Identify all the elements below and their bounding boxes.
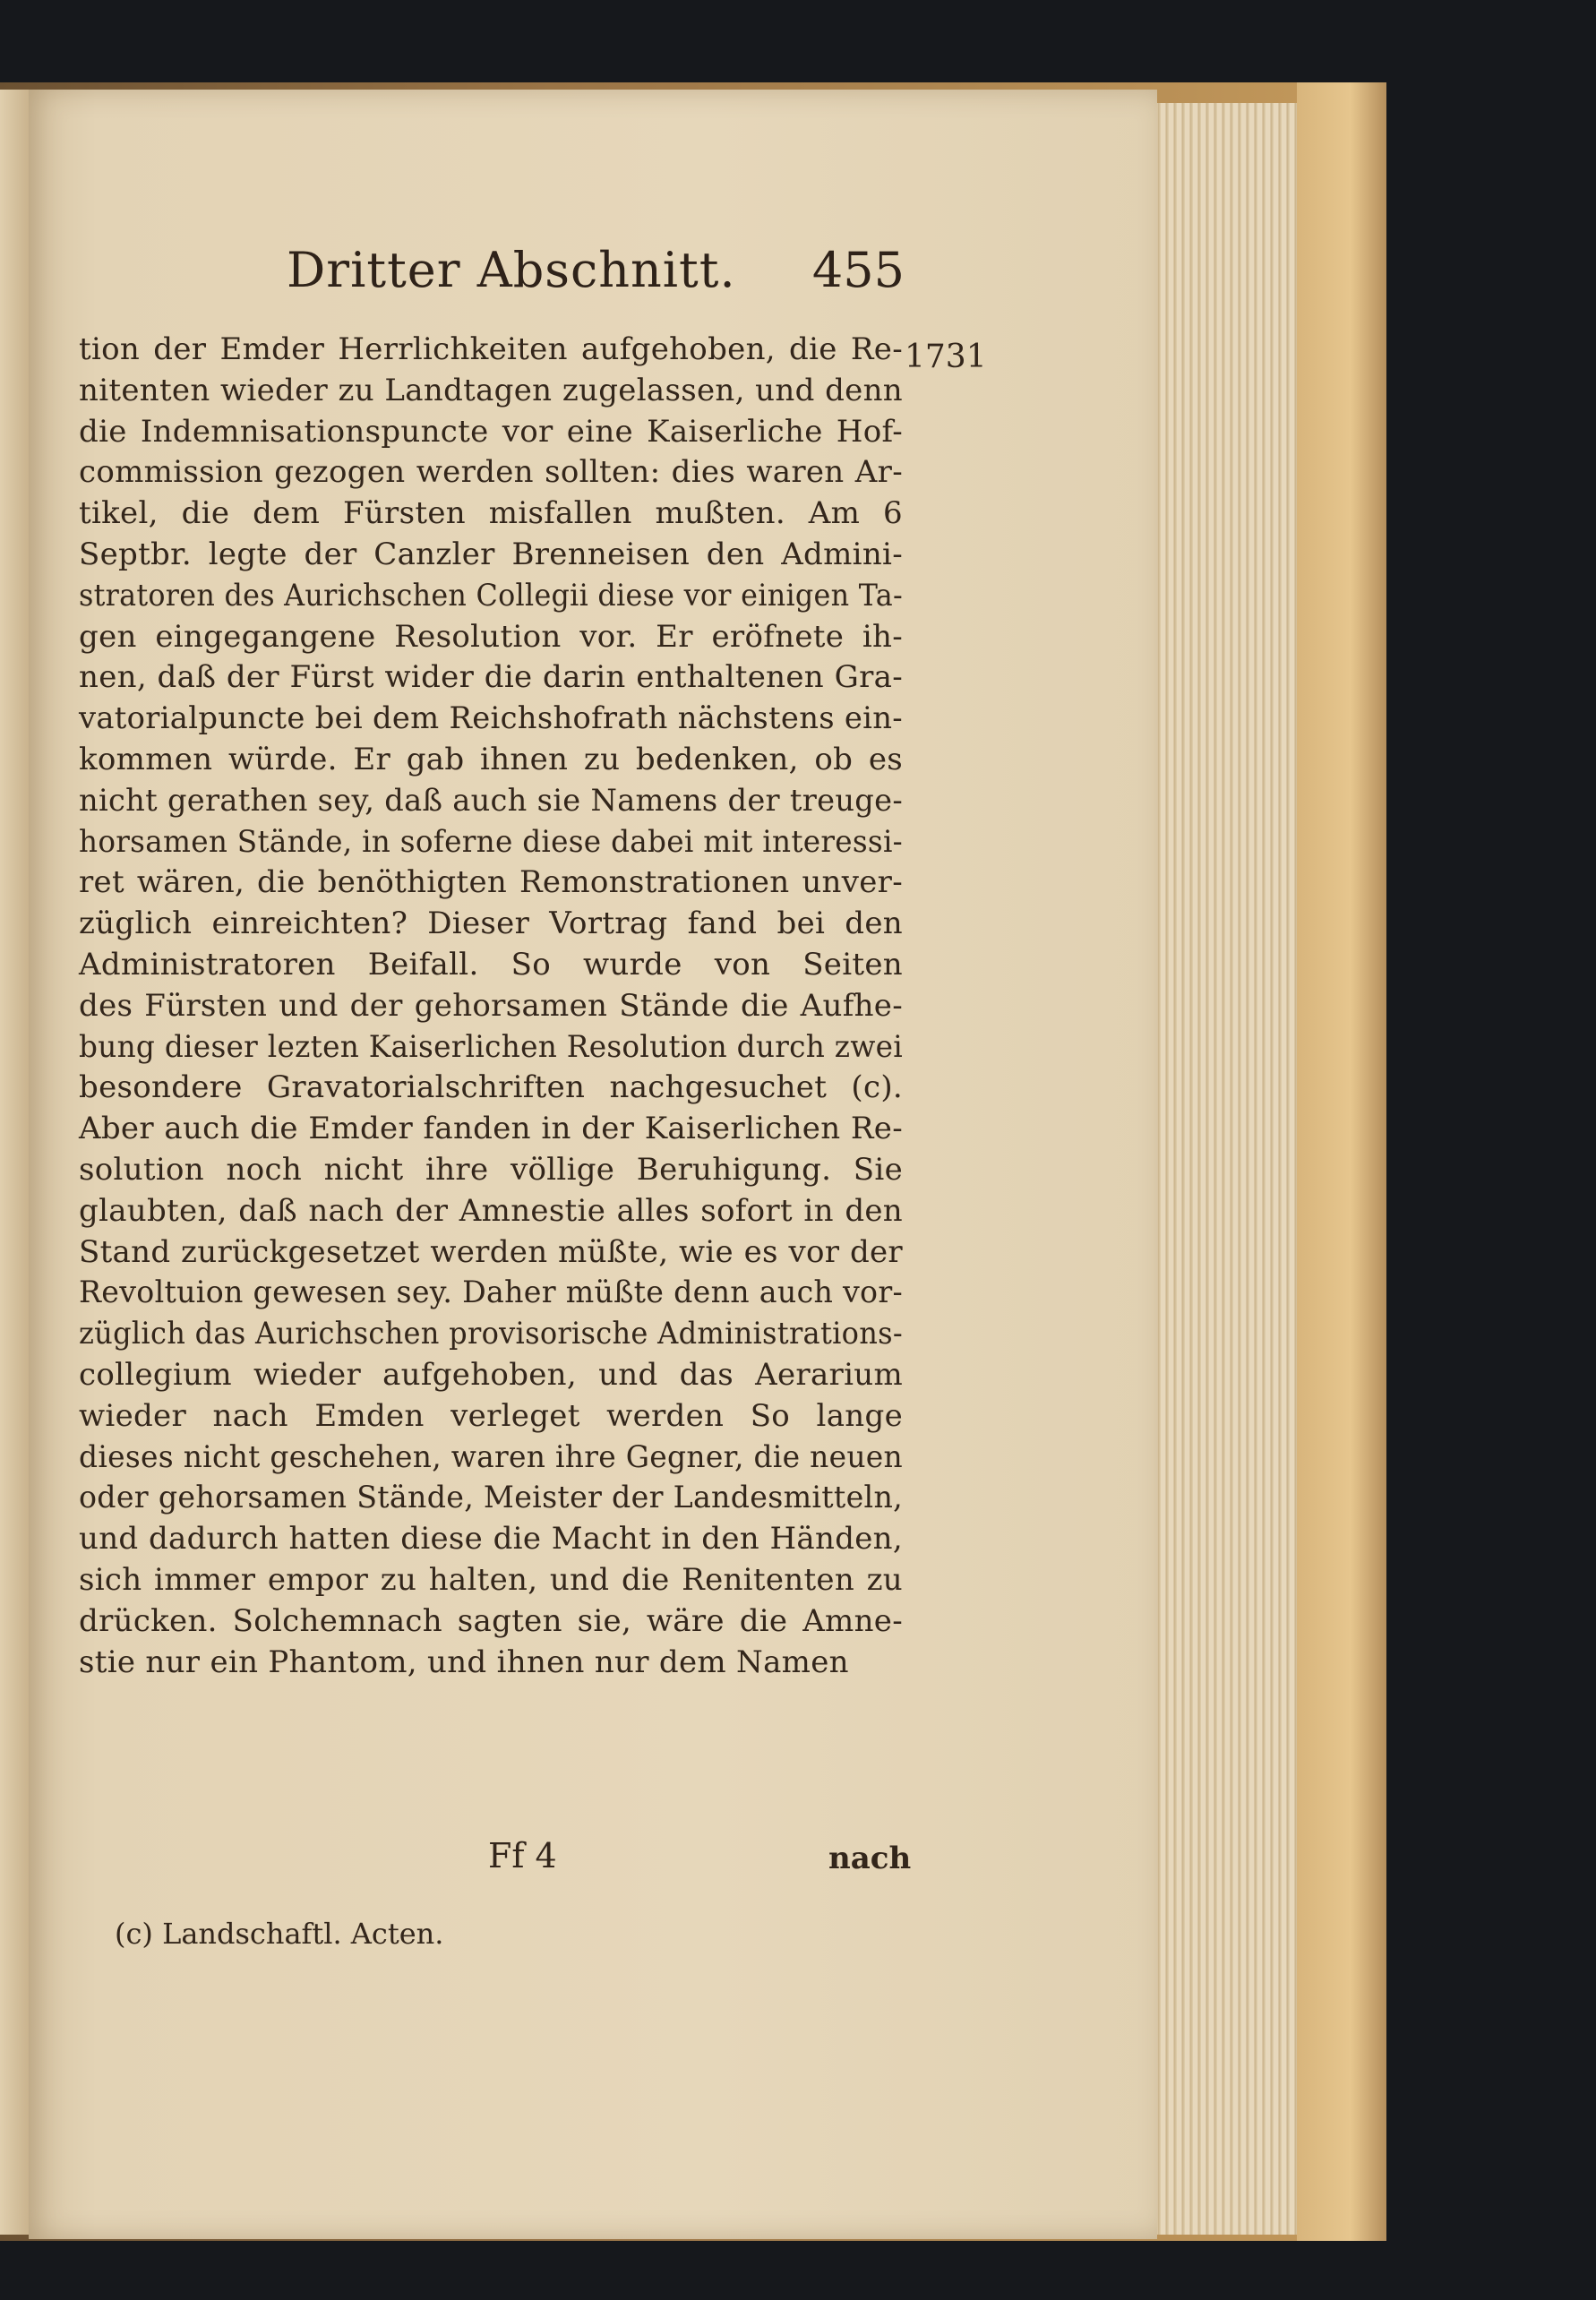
text-line — [79, 1150, 903, 1191]
text-line — [79, 576, 903, 617]
text-line — [79, 699, 903, 740]
text-line — [79, 1519, 903, 1560]
text-line — [79, 371, 903, 412]
running-head — [287, 242, 905, 313]
text-line-content: die Indemnisationspuncte vor eine Kaiserliche Hof- — [79, 413, 903, 450]
text-line — [79, 1438, 903, 1479]
text-line-content: Septbr. legte der Canzler Brenneisen den Admini- — [79, 536, 903, 572]
text-line-content: oder gehorsamen Stände, Meister der Landesmitteln, — [79, 1480, 903, 1516]
page-number: 455 — [811, 242, 905, 298]
text-line-content: collegium wieder aufgehoben, und das Aerarium — [79, 1356, 903, 1393]
text-line — [79, 535, 903, 576]
text-line-content: dieses nicht geschehen, waren ihre Gegner, die neuen — [79, 1438, 903, 1475]
text-line-content: Aber auch die Emder fanden in der Kaiserlichen Re- — [79, 1111, 903, 1147]
footnote: (c) Landschaftl. Acten. — [115, 1917, 444, 1951]
left-page-edge — [0, 90, 32, 2235]
text-line-content: stratoren des Aurichschen Collegii diese vor einigen Ta- — [79, 577, 903, 614]
text-line-content: Administratoren Beifall. So wurde von Seiten — [79, 946, 903, 983]
text-line-content: commission gezogen werden sollten: dies waren Ar- — [79, 454, 903, 491]
text-line — [79, 822, 903, 863]
text-line-content: Revoltuion gewesen sey. Daher müßte denn auch vor- — [79, 1274, 903, 1311]
text-line — [79, 1232, 903, 1274]
body-text — [79, 330, 903, 1683]
text-line-content: vatorialpuncte bei dem Reichshofrath nächstens ein- — [79, 700, 903, 737]
page-stack-edges — [1145, 103, 1297, 2235]
text-line-content: und dadurch hatten diese die Macht in den Händen, — [79, 1521, 903, 1558]
text-line-content: tion der Emder Herrlichkeiten aufgehoben, die Re- — [79, 331, 903, 367]
text-line-content: wieder nach Emden verleget werden So lange — [79, 1397, 903, 1434]
text-line — [79, 1478, 903, 1519]
text-line — [79, 1191, 903, 1232]
text-line-content: sich immer empor zu halten, und die Renitenten zu — [79, 1561, 903, 1598]
margin-year-note: 1731 — [905, 339, 987, 375]
text-line-content: des Fürsten und der gehorsamen Stände die Aufhe- — [79, 987, 903, 1024]
text-line — [79, 452, 903, 493]
text-line — [79, 904, 903, 945]
text-line-content: stie nur ein Phantom, und ihnen nur dem Namen — [79, 1643, 849, 1680]
text-line-content: nen, daß der Fürst wider die darin enthaltenen Gra- — [79, 659, 903, 696]
text-line-content: züglich das Aurichschen provisorische Administrations- — [79, 1316, 903, 1352]
text-line-content: bung dieser lezten Kaiserlichen Resolution durch zwei — [79, 1028, 903, 1065]
text-line — [79, 1643, 903, 1684]
text-line — [79, 945, 903, 986]
text-line — [79, 330, 903, 371]
text-line-content: nitenten wieder zu Landtagen zugelassen, und denn — [79, 372, 903, 408]
catchword: nach — [828, 1841, 912, 1876]
text-line — [79, 781, 903, 822]
chapter-heading: Dritter Abschnitt. — [287, 242, 736, 298]
text-line-content: tikel, die dem Fürsten misfallen mußten. Am 6 — [79, 495, 903, 532]
text-line — [79, 1068, 903, 1109]
text-line — [79, 986, 903, 1027]
text-line-content: besondere Gravatorialschriften nachgesuchet (c). — [79, 1069, 903, 1106]
text-line — [79, 1109, 903, 1150]
text-line — [79, 1355, 903, 1396]
text-line — [79, 1027, 903, 1068]
text-line-content: horsamen Stände, in soferne diese dabei mit interessi- — [79, 823, 903, 860]
text-line — [79, 740, 903, 781]
signature-mark: Ff 4 — [488, 1836, 557, 1875]
text-line-content: kommen würde. Er gab ihnen zu bedenken, ob es — [79, 741, 903, 777]
text-line-content: gen eingegangene Resolution vor. Er eröfnete ih- — [79, 618, 903, 655]
text-line — [79, 657, 903, 699]
text-line — [79, 1396, 903, 1438]
text-line-content: drücken. Solchemnach sagten sie, wäre die Amne- — [79, 1602, 903, 1639]
text-line — [79, 862, 903, 904]
text-line — [79, 617, 903, 658]
text-line — [79, 493, 903, 535]
text-line-content: solution noch nicht ihre völlige Beruhigung. Sie — [79, 1151, 903, 1188]
text-line — [79, 412, 903, 453]
text-line-content: züglich einreichten? Dieser Vortrag fand bei den — [79, 905, 903, 942]
text-line — [79, 1601, 903, 1643]
text-line-content: glaubten, daß nach der Amnestie alles sofort in den — [79, 1192, 903, 1229]
text-line — [79, 1560, 903, 1601]
text-line-content: Stand zurückgesetzet werden müßte, wie es vor der — [79, 1233, 903, 1270]
text-line-content: ret wären, die benöthigten Remonstrationen unver- — [79, 864, 903, 901]
cover-edge — [1297, 82, 1386, 2241]
text-line — [79, 1273, 903, 1314]
text-line-content: nicht gerathen sey, daß auch sie Namens der treuge- — [79, 782, 903, 819]
text-line — [79, 1314, 903, 1355]
